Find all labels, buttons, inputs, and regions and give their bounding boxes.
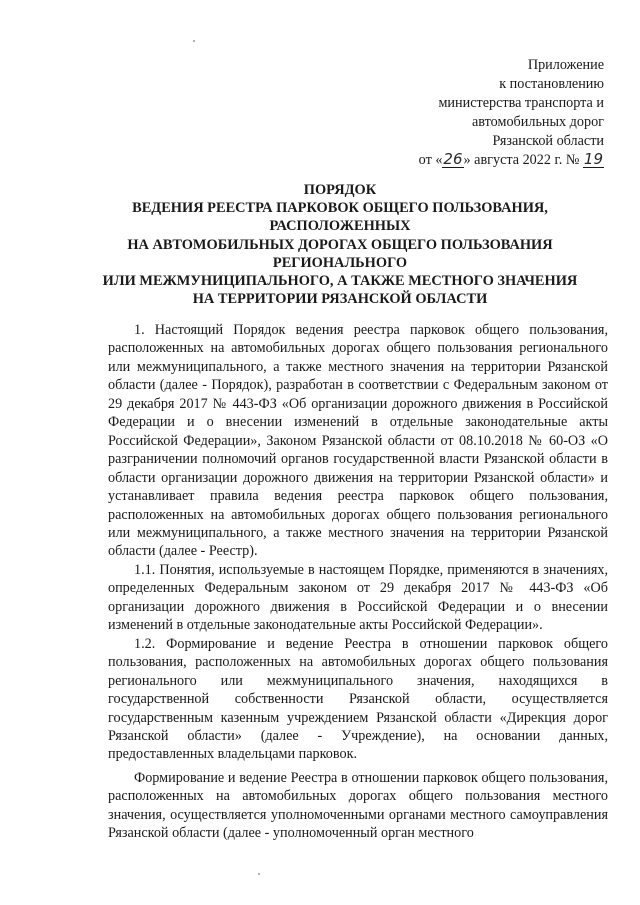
paragraph-local: Формирование и ведение Реестра в отношении парковок общего пользования, расположенных на автомобильных дорогах общего пользования местного значения, осуществляется уполномоченными органами местного самоуправления Рязанской области (далее - уполномоченный орган местного	[108, 769, 608, 842]
title-line-3: РАСПОЛОЖЕННЫХ	[269, 218, 411, 235]
scan-speck	[193, 40, 195, 42]
title-line-1: ПОРЯДОК	[303, 182, 377, 198]
paragraph-1-1: 1.1. Понятия, используемые в настоящем Порядке, применяются в значениях, определенных Федеральным законом от 29 декабря 2017 № 443-ФЗ «Об организации дорожного движения в Российской Федерации и о внесении изменений в отдельные законодательные акты Российской Федерации».	[108, 561, 608, 634]
approval-block	[344, 56, 604, 170]
date-prefix: от «	[418, 152, 443, 168]
approval-line-resolution: к постановлению	[499, 76, 604, 92]
date-middle: » августа 2022 г. №	[463, 152, 580, 168]
title-line-7: НА ТЕРРИТОРИИ РЯЗАНСКОЙ ОБЛАСТИ	[192, 291, 488, 308]
document-title	[60, 181, 620, 308]
title-line-2: ВЕДЕНИЯ РЕЕСТРА ПАРКОВОК ОБЩЕГО ПОЛЬЗОВАНИЯ,	[132, 200, 548, 217]
title-line-4: НА АВТОМОБИЛЬНЫХ ДОРОГАХ ОБЩЕГО ПОЛЬЗОВАНИЯ	[127, 236, 553, 253]
approval-line-appendix: Приложение	[527, 57, 604, 73]
document-body	[108, 321, 608, 843]
title-line-5: РЕГИОНАЛЬНОГО	[272, 254, 408, 271]
scan-speck	[258, 873, 260, 875]
approval-line-ministry: министерства транспорта и	[438, 95, 604, 111]
paragraph-1-2: 1.2. Формирование и ведение Реестра в отношении парковок общего пользования, расположенных на автомобильных дорогах общего пользования регионального или межмуниципального значения, находящихся в государственной собственности Рязанской области, осуществляется государственным казенным учреждением Рязанской области «Дирекция дорог Рязанской области» (далее - Учреждение), на основании данных, предоставленных владельцами парковок.	[108, 635, 608, 763]
title-line-6: ИЛИ МЕЖМУНИЦИПАЛЬНОГО, А ТАКЖЕ МЕСТНОГО ЗНАЧЕНИЯ	[102, 273, 578, 290]
approval-date-line	[344, 151, 604, 170]
approval-line-roads: автомобильных дорог	[472, 114, 604, 130]
handwritten-day: 26	[443, 150, 463, 168]
handwritten-number: 19	[583, 150, 603, 168]
approval-line-region: Рязанской области	[492, 133, 604, 149]
paragraph-1: 1. Настоящий Порядок ведения реестра парковок общего пользования, расположенных на автомобильных дорогах общего пользования регионального или межмуниципального, а также местного значения на территории Рязанской области (далее - Порядок), разработан в соответствии с Федеральным законом от 29 декабря 2017 № 443-ФЗ «Об организации дорожного движения в Российской Федерации и о внесении изменений в отдельные законодательные акты Российской Федерации», Законом Рязанской области от 08.10.2018 № 60-ОЗ «О разграничении полномочий органов государственной власти Рязанской области в области организации дорожного движения на территории Рязанской области» и устанавливает правила ведения реестра парковок общего пользования, расположенных на автомобильных дорогах общего пользования регионального или межмуниципального, а также местного значения на территории Рязанской области (далее - Реестр).	[108, 322, 608, 560]
